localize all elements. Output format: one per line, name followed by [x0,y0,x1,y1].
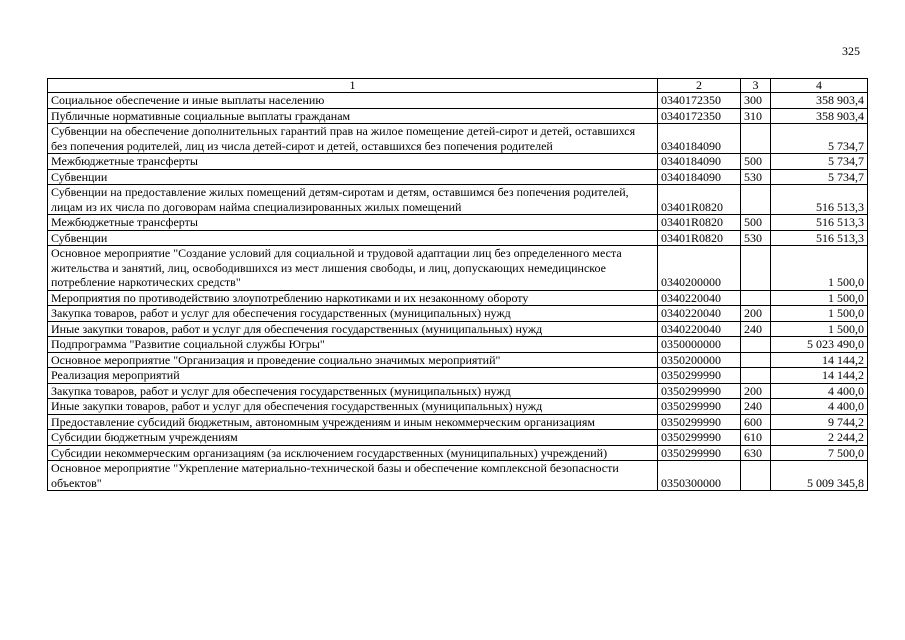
column-header: 3 [741,79,771,93]
row-amount: 7 500,0 [771,445,868,461]
table-header-row [48,79,868,93]
table-row [48,246,868,291]
row-expense-type: 200 [741,306,771,322]
row-expense-type: 610 [741,430,771,446]
row-name: Субсидии бюджетным учреждениям [48,430,658,446]
row-code: 0340184090 [658,169,741,185]
table-row [48,230,868,246]
row-code: 0350000000 [658,337,741,353]
row-name: Основное мероприятие "Создание условий для социальной и трудовой адаптации лиц без определенного места жительства и занятий, лиц, освободившихся из мест лишения свободы, и лиц, допускающих немедицинское потребление наркотических средств" [48,246,658,291]
row-amount: 1 500,0 [771,321,868,337]
row-code: 03401R0820 [658,215,741,231]
row-name: Субсидии некоммерческим организациям (за исключением государственных (муниципальных) учреждений) [48,445,658,461]
table-row [48,169,868,185]
table-row [48,368,868,384]
row-expense-type [741,290,771,306]
row-amount: 5 734,7 [771,154,868,170]
row-code: 0350299990 [658,414,741,430]
row-code: 0340184090 [658,124,741,154]
row-code: 0350299990 [658,383,741,399]
row-code: 0350200000 [658,352,741,368]
row-amount: 9 744,2 [771,414,868,430]
table-row [48,461,868,491]
row-expense-type [741,352,771,368]
row-name: Межбюджетные трансферты [48,154,658,170]
row-code: 0350299990 [658,430,741,446]
row-amount: 516 513,3 [771,230,868,246]
row-amount: 516 513,3 [771,185,868,215]
row-code: 0340220040 [658,290,741,306]
row-name: Субвенции [48,230,658,246]
row-name: Межбюджетные трансферты [48,215,658,231]
row-expense-type [741,185,771,215]
row-expense-type: 530 [741,230,771,246]
row-amount: 1 500,0 [771,306,868,322]
row-code: 0340220040 [658,321,741,337]
row-expense-type [741,461,771,491]
row-code: 0340220040 [658,306,741,322]
table-row [48,383,868,399]
row-code: 0340200000 [658,246,741,291]
row-amount: 5 734,7 [771,124,868,154]
row-amount: 14 144,2 [771,368,868,384]
row-name: Реализация мероприятий [48,368,658,384]
table-row [48,352,868,368]
row-expense-type: 530 [741,169,771,185]
page-number: 325 [842,44,860,58]
row-expense-type [741,246,771,291]
row-name: Мероприятия по противодействию злоупотреблению наркотиками и их незаконному обороту [48,290,658,306]
row-amount: 1 500,0 [771,246,868,291]
row-amount: 2 244,2 [771,430,868,446]
table-row [48,306,868,322]
row-amount: 358 903,4 [771,93,868,109]
row-name: Закупка товаров, работ и услуг для обеспечения государственных (муниципальных) нужд [48,383,658,399]
row-expense-type: 300 [741,93,771,109]
row-name: Иные закупки товаров, работ и услуг для обеспечения государственных (муниципальных) нужд [48,399,658,415]
row-code: 0350299990 [658,368,741,384]
table-row [48,154,868,170]
row-amount: 1 500,0 [771,290,868,306]
row-amount: 358 903,4 [771,108,868,124]
row-expense-type: 240 [741,399,771,415]
row-name: Предоставление субсидий бюджетным, автономным учреждениям и иным некоммерческим организациям [48,414,658,430]
row-code: 03401R0820 [658,230,741,246]
row-amount: 4 400,0 [771,399,868,415]
table-row [48,399,868,415]
row-name: Иные закупки товаров, работ и услуг для обеспечения государственных (муниципальных) нужд [48,321,658,337]
row-code: 0340172350 [658,108,741,124]
row-amount: 5 009 345,8 [771,461,868,491]
row-code: 0350300000 [658,461,741,491]
row-name: Публичные нормативные социальные выплаты гражданам [48,108,658,124]
table-body [48,93,868,491]
row-name: Социальное обеспечение и иные выплаты населению [48,93,658,109]
table-row [48,337,868,353]
table-row [48,215,868,231]
table-row [48,321,868,337]
row-name: Субвенции на предоставление жилых помещений детям-сиротам и детям, оставшимся без попечения родителей, лицам из их числа по договорам найма специализированных жилых помещений [48,185,658,215]
row-expense-type: 200 [741,383,771,399]
row-amount: 14 144,2 [771,352,868,368]
row-name: Основное мероприятие "Организация и проведение социально значимых мероприятий" [48,352,658,368]
row-name: Субвенции [48,169,658,185]
row-amount: 5 734,7 [771,169,868,185]
column-header: 4 [771,79,868,93]
table-row [48,108,868,124]
table-row [48,124,868,154]
row-code: 0350299990 [658,445,741,461]
row-amount: 4 400,0 [771,383,868,399]
row-expense-type: 500 [741,215,771,231]
row-expense-type: 240 [741,321,771,337]
table-row [48,93,868,109]
row-code: 0350299990 [658,399,741,415]
row-expense-type [741,337,771,353]
budget-table [47,78,868,491]
row-expense-type [741,368,771,384]
row-name: Субвенции на обеспечение дополнительных гарантий прав на жилое помещение детей-сирот и детей, оставшихся без попечения родителей, лиц из числа детей-сирот и детей, оставшихся без попечения родителей [48,124,658,154]
row-expense-type: 310 [741,108,771,124]
row-name: Закупка товаров, работ и услуг для обеспечения государственных (муниципальных) нужд [48,306,658,322]
row-name: Подпрограмма "Развитие социальной службы Югры" [48,337,658,353]
row-code: 03401R0820 [658,185,741,215]
row-amount: 516 513,3 [771,215,868,231]
row-expense-type [741,124,771,154]
table-row [48,430,868,446]
row-expense-type: 600 [741,414,771,430]
table-row [48,185,868,215]
column-header: 2 [658,79,741,93]
row-expense-type: 630 [741,445,771,461]
table-row [48,414,868,430]
row-code: 0340184090 [658,154,741,170]
table-row [48,290,868,306]
row-name: Основное мероприятие "Укрепление материально-технической базы и обеспечение комплексной безопасности объектов" [48,461,658,491]
row-code: 0340172350 [658,93,741,109]
table-row [48,445,868,461]
column-header: 1 [48,79,658,93]
row-expense-type: 500 [741,154,771,170]
row-amount: 5 023 490,0 [771,337,868,353]
